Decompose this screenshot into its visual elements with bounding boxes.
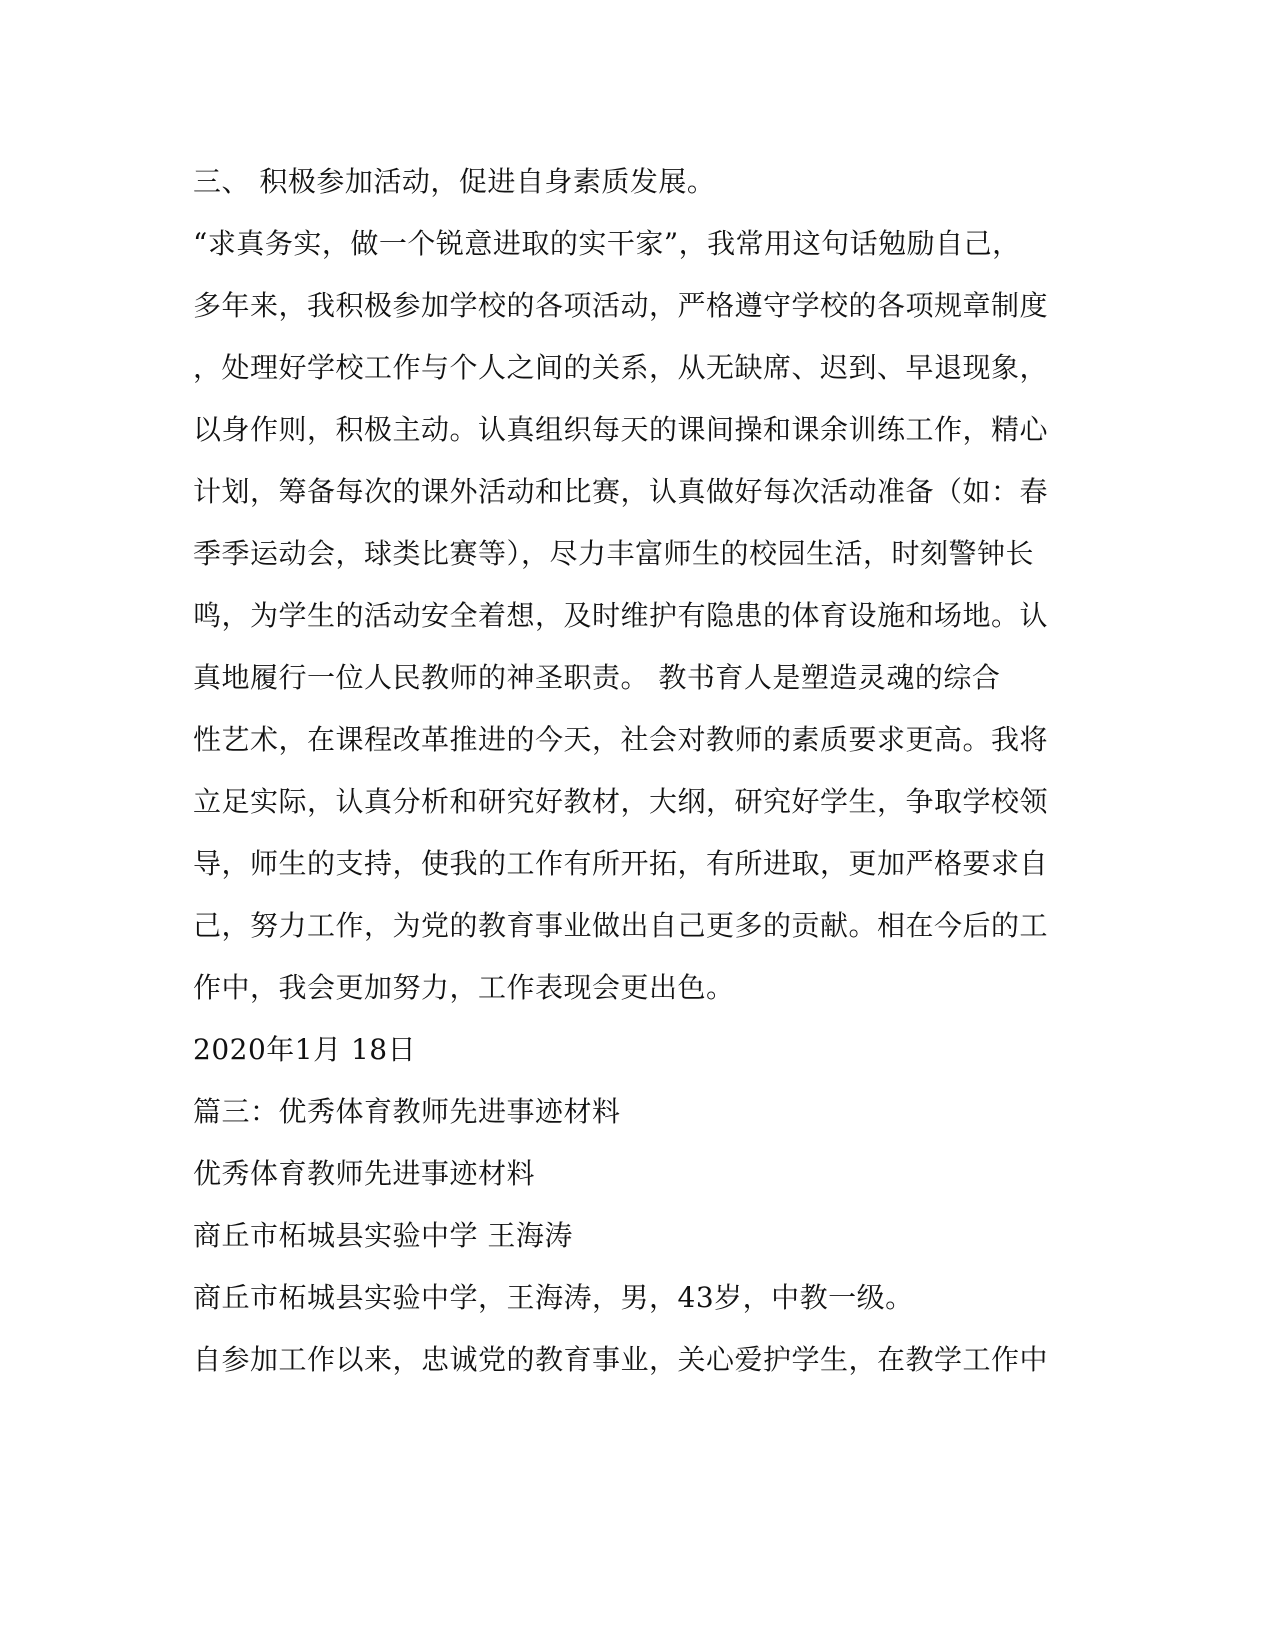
author-line: 商丘市柘城县实验中学 王海涛 (193, 1219, 573, 1252)
paragraph-line: 计划，筹备每次的课外活动和比赛，认真做好每次活动准备（如：春 (193, 475, 1049, 508)
chapter-heading: 篇三：优秀体育教师先进事迹材料 (193, 1095, 621, 1128)
paragraph-line: 自参加工作以来，忠诚党的教育事业，关心爱护学生，在教学工作中 (193, 1343, 1049, 1376)
paragraph-line: 真地履行一位人民教师的神圣职责。 教书育人是塑造灵魂的综合 (193, 661, 1001, 694)
paragraph-line: 立足实际，认真分析和研究好教材，大纲，研究好学生，争取学校领 (193, 785, 1049, 818)
section-heading: 三、 积极参加活动，促进自身素质发展。 (193, 165, 716, 198)
paragraph-line: 作中，我会更加努力，工作表现会更出色。 (193, 971, 735, 1004)
date-line: 2020年1月 18日 (193, 1033, 417, 1066)
paragraph-line: “求真务实，做一个锐意进取的实干家”，我常用这句话勉励自己， (193, 227, 1021, 260)
paragraph-line: 多年来，我积极参加学校的各项活动，严格遵守学校的各项规章制度 (193, 289, 1049, 322)
paragraph-line: ，处理好学校工作与个人之间的关系，从无缺席、迟到、早退现象， (193, 351, 1049, 384)
paragraph-line: 以身作则，积极主动。认真组织每天的课间操和课余训练工作，精心 (193, 413, 1049, 446)
article-title: 优秀体育教师先进事迹材料 (193, 1157, 536, 1190)
paragraph-line: 鸣，为学生的活动安全着想，及时维护有隐患的体育设施和场地。认 (193, 599, 1049, 632)
paragraph-line: 性艺术，在课程改革推进的今天，社会对教师的素质要求更高。我将 (193, 723, 1049, 756)
paragraph-line: 季季运动会，球类比赛等），尽力丰富师生的校园生活，时刻警钟长 (193, 537, 1035, 570)
paragraph-line: 导，师生的支持，使我的工作有所开拓，有所进取，更加严格要求自 (193, 847, 1049, 880)
paragraph-line: 商丘市柘城县实验中学，王海涛，男，43岁，中教一级。 (193, 1281, 914, 1314)
paragraph-line: 己，努力工作，为党的教育事业做出自己更多的贡献。相在今后的工 (193, 909, 1049, 942)
